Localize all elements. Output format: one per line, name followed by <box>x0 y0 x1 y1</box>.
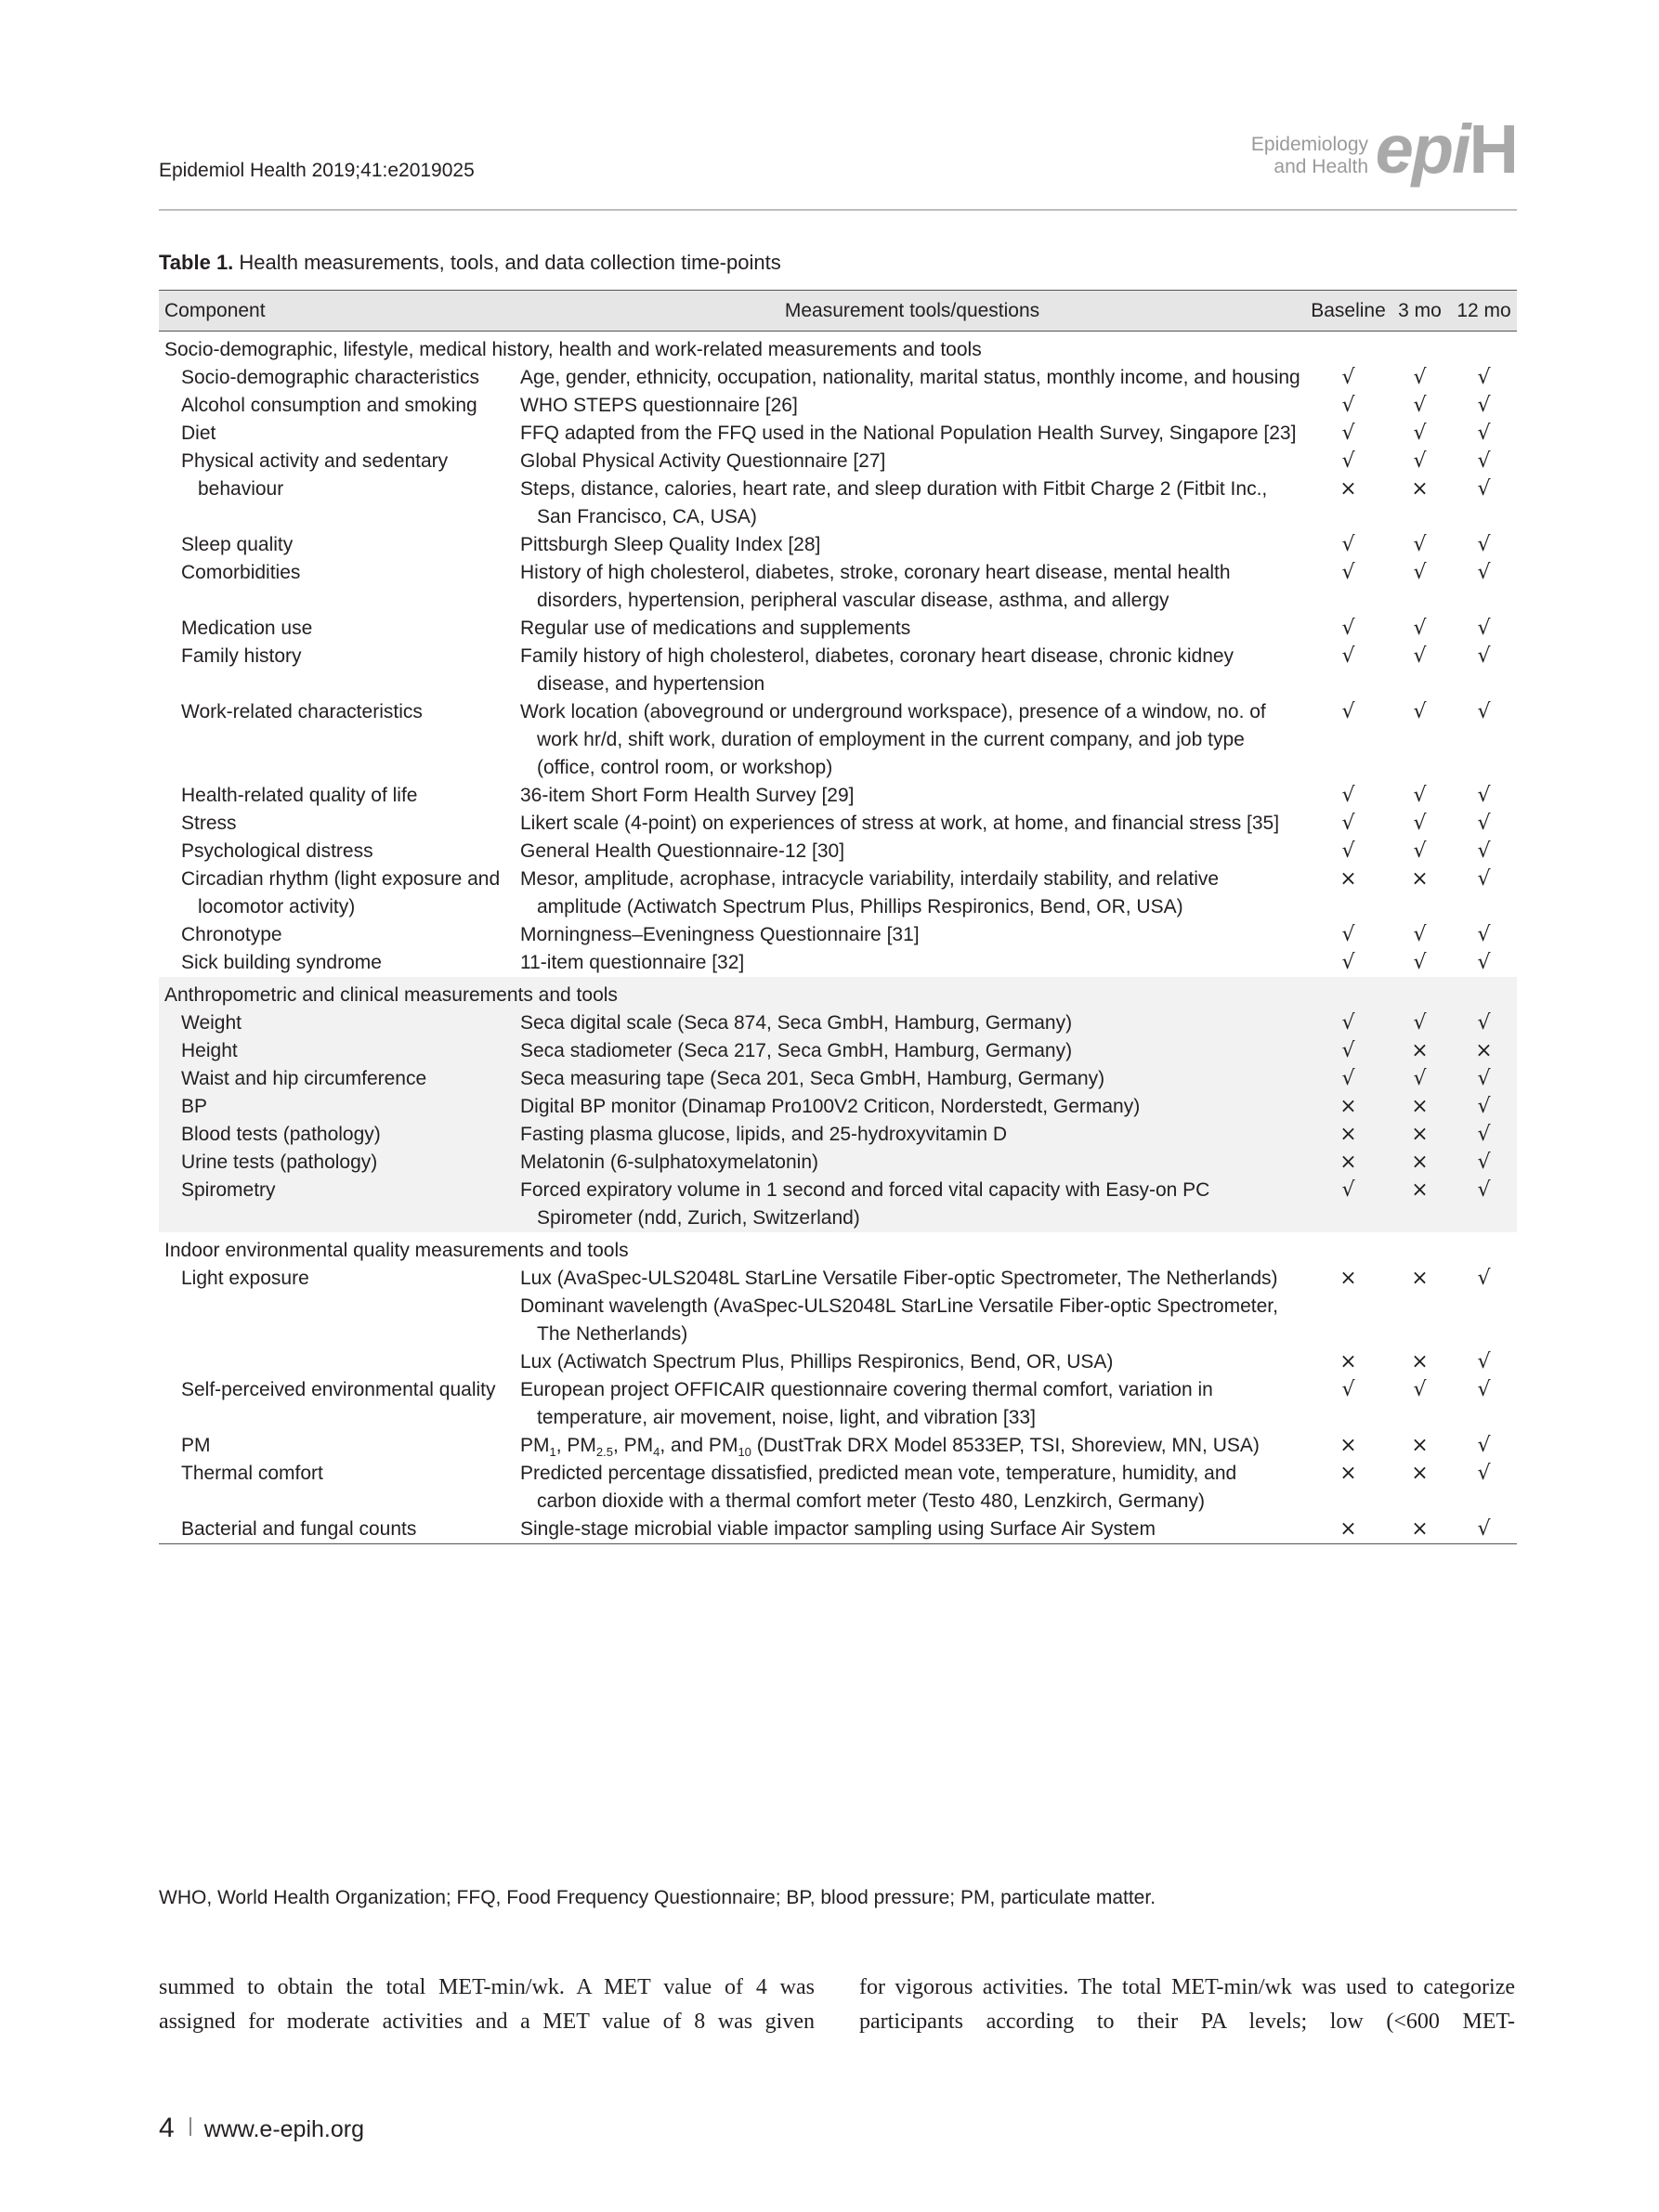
component-text: Circadian rhythm (light exposure and locomotor activity) <box>181 868 501 917</box>
tool-text: Family history of high cholesterol, diabetes, coronary heart disease, chronic kidney disease, and hypertension <box>520 645 1234 695</box>
logo-line-1: Epidemiology <box>1250 134 1368 155</box>
baseline-mark: √ <box>1341 1011 1355 1034</box>
baseline-mark: √ <box>1341 951 1355 974</box>
month12-mark: √ <box>1477 1378 1491 1401</box>
tool-cell <box>516 1293 1308 1348</box>
component-text: Light exposure <box>181 1268 309 1289</box>
component-cell <box>159 448 516 531</box>
month12-mark: √ <box>1477 1517 1491 1541</box>
table-row <box>159 559 1517 615</box>
tool-text: WHO STEPS questionnaire [26] <box>520 395 798 416</box>
component-text: PM <box>181 1435 211 1456</box>
tool-text: Seca digital scale (Seca 874, Seca GmbH, Hamburg, Germany) <box>520 1012 1073 1034</box>
component-cell <box>159 1376 516 1432</box>
month3-mark: √ <box>1413 951 1427 974</box>
component-text: Diet <box>181 423 216 444</box>
month3-mark: √ <box>1413 394 1427 417</box>
component-cell <box>159 1037 516 1065</box>
tool-cell <box>516 1432 1308 1460</box>
table-caption-label: Table 1. <box>159 251 234 274</box>
month12-mark: √ <box>1477 700 1491 723</box>
baseline-mark: √ <box>1341 366 1355 389</box>
month3-mark: × <box>1411 1095 1429 1118</box>
tool-text <box>520 1432 1300 1460</box>
table-row <box>159 1065 1517 1093</box>
tool-text: Mesor, amplitude, acrophase, intracycle variability, interdaily stability, and relative amplitude (Actiwatch Spectrum Plus, Phillips Respironics, Bend, OR, USA) <box>520 868 1220 917</box>
month12-mark: √ <box>1477 1350 1491 1373</box>
month3-mark: √ <box>1413 1378 1427 1401</box>
month3-mark: √ <box>1413 366 1427 389</box>
tool-text-part: (DustTrak DRX Model 8533EP, TSI, Shoreview, MN, USA) <box>751 1435 1260 1456</box>
month12-mark: √ <box>1477 561 1491 584</box>
tool-text: 36-item Short Form Health Survey [29] <box>520 785 855 806</box>
tool-text: European project OFFICAIR questionnaire covering thermal comfort, variation in temperature, air movement, noise, light, and vibration [33] <box>520 1379 1213 1428</box>
month12-mark: √ <box>1477 366 1491 389</box>
baseline-mark: × <box>1339 1350 1357 1373</box>
month12-mark: √ <box>1477 422 1491 445</box>
table-caption-text: Health measurements, tools, and data collection time-points <box>233 251 781 274</box>
component-text: Work-related characteristics <box>181 701 423 722</box>
table-row <box>159 615 1517 643</box>
month3-mark: × <box>1411 1151 1429 1174</box>
tool-text-part: PM <box>520 1435 550 1456</box>
component-cell <box>159 1009 516 1037</box>
month12-mark: √ <box>1477 1267 1491 1290</box>
tool-cell <box>516 810 1308 838</box>
month3-mark: × <box>1411 1517 1429 1541</box>
component-cell <box>159 1177 516 1232</box>
component-cell <box>159 1121 516 1149</box>
component-text: Socio-demographic characteristics <box>181 367 479 388</box>
month12-mark: √ <box>1477 449 1491 473</box>
pm-subscript: 2.5 <box>595 1445 613 1460</box>
body-text-right-column: for vigorous activities. The total MET-min/wk was used to categorize participants according to their PA levels; low (<600 MET- <box>859 1975 1515 2034</box>
component-cell <box>159 1093 516 1121</box>
tool-cell <box>516 1009 1308 1037</box>
month12-mark: √ <box>1477 951 1491 974</box>
baseline-mark: √ <box>1341 784 1355 807</box>
component-text: Thermal comfort <box>181 1463 323 1484</box>
month12-mark: √ <box>1477 1434 1491 1457</box>
header-baseline: Baseline <box>1311 299 1386 321</box>
tool-text: Work location (aboveground or underground workspace), presence of a window, no. of work hr/d, shift work, duration of employment in the current company, and job type (office, control room, or workshop) <box>520 701 1266 778</box>
baseline-mark: × <box>1339 1267 1357 1290</box>
tool-cell <box>516 921 1308 949</box>
tool-cell <box>516 1093 1308 1121</box>
tool-text: General Health Questionnaire-12 [30] <box>520 840 845 862</box>
header-3mo: 3 mo <box>1398 299 1442 321</box>
component-text: Sick building syndrome <box>181 952 382 973</box>
month3-mark: √ <box>1413 561 1427 584</box>
section-heading: Anthropometric and clinical measurements and tools <box>164 984 618 1006</box>
baseline-mark: √ <box>1341 422 1355 445</box>
component-cell <box>159 615 516 643</box>
tool-cell <box>516 420 1308 448</box>
baseline-mark: √ <box>1341 533 1355 556</box>
tool-text: 11-item questionnaire [32] <box>520 952 745 973</box>
table-row <box>159 698 1517 782</box>
tool-text: Pittsburgh Sleep Quality Index [28] <box>520 534 821 555</box>
month12-mark: √ <box>1477 617 1491 640</box>
month3-mark: √ <box>1413 644 1427 668</box>
month12-mark: √ <box>1477 923 1491 946</box>
section-heading: Socio-demographic, lifestyle, medical history, health and work-related measurements and tools <box>164 339 982 360</box>
logo-mark-upright: H <box>1469 111 1517 188</box>
month3-mark: √ <box>1413 923 1427 946</box>
component-cell <box>159 559 516 615</box>
component-cell <box>159 1516 516 1544</box>
tool-cell <box>516 1460 1308 1516</box>
table-caption <box>159 251 781 275</box>
table-row <box>159 838 1517 865</box>
tool-cell <box>516 392 1308 420</box>
table-row <box>159 420 1517 448</box>
baseline-mark: √ <box>1341 839 1355 863</box>
tool-text: Seca stadiometer (Seca 217, Seca GmbH, Hamburg, Germany) <box>520 1040 1073 1061</box>
baseline-mark: × <box>1339 1123 1357 1146</box>
table-row <box>159 1009 1517 1037</box>
month3-mark: √ <box>1413 422 1427 445</box>
baseline-mark: √ <box>1341 1178 1355 1202</box>
table-row <box>159 1432 1517 1460</box>
month3-mark: × <box>1411 1178 1429 1202</box>
month3-mark: √ <box>1413 1011 1427 1034</box>
table-row <box>159 1037 1517 1065</box>
tool-cell <box>516 1265 1308 1293</box>
component-text: Weight <box>181 1012 242 1034</box>
tool-cell <box>516 364 1308 392</box>
table-row <box>159 1265 1517 1293</box>
component-text: Self-perceived environmental quality <box>181 1379 496 1400</box>
table-row <box>159 921 1517 949</box>
tool-cell <box>516 698 1308 782</box>
component-cell <box>159 364 516 392</box>
month12-mark: √ <box>1477 1151 1491 1174</box>
month12-mark: √ <box>1477 533 1491 556</box>
component-text: Sleep quality <box>181 534 294 555</box>
component-text: Chronotype <box>181 924 282 945</box>
component-cell <box>159 1265 516 1376</box>
component-cell <box>159 698 516 782</box>
table-row <box>159 1093 1517 1121</box>
month3-mark: √ <box>1413 617 1427 640</box>
component-cell <box>159 643 516 698</box>
table-container <box>159 290 1517 1544</box>
header-tools: Measurement tools/questions <box>784 299 1040 321</box>
tool-cell <box>516 559 1308 615</box>
tool-text: Fasting plasma glucose, lipids, and 25-hydroxyvitamin D <box>520 1124 1008 1145</box>
baseline-mark: √ <box>1341 1067 1355 1090</box>
measurements-table <box>159 290 1517 1544</box>
table-row <box>159 1177 1517 1232</box>
tool-cell <box>516 448 1308 475</box>
section-heading-row <box>159 1232 1517 1265</box>
table-row <box>159 364 1517 392</box>
baseline-mark: √ <box>1341 1378 1355 1401</box>
table-section <box>159 1232 1517 1544</box>
table-row <box>159 865 1517 921</box>
month12-mark: √ <box>1477 867 1491 891</box>
component-cell <box>159 865 516 921</box>
month12-mark: √ <box>1477 812 1491 835</box>
table-row <box>159 1121 1517 1149</box>
component-text: Blood tests (pathology) <box>181 1124 381 1145</box>
section-heading: Indoor environmental quality measurements and tools <box>164 1240 629 1261</box>
section-heading-row <box>159 332 1517 365</box>
month3-mark: √ <box>1413 700 1427 723</box>
month12-mark: √ <box>1477 394 1491 417</box>
table-row <box>159 949 1517 977</box>
month12-mark: √ <box>1477 1178 1491 1202</box>
component-cell <box>159 420 516 448</box>
month3-mark: × <box>1411 1350 1429 1373</box>
component-cell <box>159 1432 516 1460</box>
table-row <box>159 810 1517 838</box>
tool-text-part: , PM <box>612 1435 654 1456</box>
month12-mark: √ <box>1477 644 1491 668</box>
tool-text: Forced expiratory volume in 1 second and forced vital capacity with Easy-on PC Spirometer (ndd, Zurich, Switzerland) <box>520 1179 1210 1229</box>
month3-mark: × <box>1411 1123 1429 1146</box>
tool-text: Seca measuring tape (Seca 201, Seca GmbH, Hamburg, Germany) <box>520 1068 1105 1089</box>
table-row <box>159 1460 1517 1516</box>
table-row <box>159 531 1517 559</box>
footer-website: www.e-epih.org <box>203 2116 364 2142</box>
component-text: Waist and hip circumference <box>181 1068 427 1089</box>
baseline-mark: × <box>1339 1517 1357 1541</box>
tool-cell <box>516 1037 1308 1065</box>
page-footer <box>159 2113 364 2144</box>
tool-text: Regular use of medications and supplements <box>520 618 911 639</box>
tool-text: Single-stage microbial viable impactor sampling using Surface Air System <box>520 1518 1156 1540</box>
tool-cell <box>516 1177 1308 1232</box>
baseline-mark: × <box>1339 1434 1357 1457</box>
component-cell <box>159 1065 516 1093</box>
component-text: Comorbidities <box>181 562 301 583</box>
baseline-mark: √ <box>1341 812 1355 835</box>
body-text-left-column: summed to obtain the total MET-min/wk. A MET value of 4 was assigned for moderate activities and a MET value of 8 was given <box>159 1975 815 2034</box>
tool-text-part: , and PM <box>660 1435 738 1456</box>
component-cell <box>159 1460 516 1516</box>
baseline-mark: × <box>1339 1462 1357 1485</box>
baseline-mark: × <box>1339 477 1357 501</box>
component-text: Alcohol consumption and smoking <box>181 395 477 416</box>
table-header-row <box>159 291 1517 332</box>
tool-cell <box>516 1376 1308 1432</box>
header-12mo: 12 mo <box>1457 299 1511 321</box>
component-cell <box>159 921 516 949</box>
tool-cell <box>516 475 1308 531</box>
page-number: 4 <box>159 2113 175 2143</box>
baseline-mark: √ <box>1341 700 1355 723</box>
month3-mark: × <box>1411 1462 1429 1485</box>
component-text: Medication use <box>181 618 313 639</box>
month12-mark: × <box>1475 1039 1493 1062</box>
tool-cell <box>516 643 1308 698</box>
baseline-mark: √ <box>1341 923 1355 946</box>
baseline-mark: × <box>1339 1151 1357 1174</box>
tool-cell <box>516 615 1308 643</box>
baseline-mark: √ <box>1341 561 1355 584</box>
month3-mark: × <box>1411 1434 1429 1457</box>
tool-text: Global Physical Activity Questionnaire [27] <box>520 450 886 472</box>
month3-mark: × <box>1411 867 1429 891</box>
tool-cell <box>516 865 1308 921</box>
table-row <box>159 392 1517 420</box>
month12-mark: √ <box>1477 784 1491 807</box>
tool-cell <box>516 1065 1308 1093</box>
table-footnote: WHO, World Health Organization; FFQ, Food Frequency Questionnaire; BP, blood pressure; PM, particulate matter. <box>159 1887 1156 1908</box>
tool-text: Dominant wavelength (AvaSpec-ULS2048L StarLine Versatile Fiber-optic Spectrometer, The Netherlands) <box>520 1295 1278 1345</box>
tool-cell <box>516 838 1308 865</box>
table-row <box>159 643 1517 698</box>
month3-mark: √ <box>1413 839 1427 863</box>
component-cell <box>159 1149 516 1177</box>
pm-subscript: 1 <box>549 1445 556 1460</box>
tool-text: Lux (AvaSpec-ULS2048L StarLine Versatile Fiber-optic Spectrometer, The Netherlands) <box>520 1268 1278 1289</box>
month3-mark: √ <box>1413 784 1427 807</box>
tool-text: FFQ adapted from the FFQ used in the National Population Health Survey, Singapore [23] <box>520 423 1297 444</box>
component-text: Physical activity and sedentary behaviour <box>181 450 449 500</box>
table-section <box>159 977 1517 1232</box>
tool-cell <box>516 949 1308 977</box>
baseline-mark: × <box>1339 1095 1357 1118</box>
pm-subscript: 10 <box>738 1445 751 1460</box>
component-text: Stress <box>181 813 237 834</box>
table-row <box>159 782 1517 810</box>
month3-mark: √ <box>1413 533 1427 556</box>
component-cell <box>159 531 516 559</box>
tool-text: Melatonin (6-sulphatoxymelatonin) <box>520 1152 818 1173</box>
baseline-mark: √ <box>1341 644 1355 668</box>
baseline-mark: √ <box>1341 449 1355 473</box>
component-text: Bacterial and fungal counts <box>181 1518 417 1540</box>
tool-text: Digital BP monitor (Dinamap Pro100V2 Criticon, Norderstedt, Germany) <box>520 1096 1141 1117</box>
logo-mark-italic: epi <box>1375 111 1470 188</box>
pm-subscript: 4 <box>653 1445 660 1460</box>
tool-text: Predicted percentage dissatisfied, predicted mean vote, temperature, humidity, and carbon dioxide with a thermal comfort meter (Testo 480, Lenzkirch, Germany) <box>520 1463 1237 1512</box>
tool-text-part: , PM <box>555 1435 596 1456</box>
component-cell <box>159 392 516 420</box>
logo-words <box>1251 134 1368 178</box>
component-cell <box>159 810 516 838</box>
baseline-mark: √ <box>1341 394 1355 417</box>
table-row <box>159 1376 1517 1432</box>
baseline-mark <box>1308 1293 1389 1348</box>
journal-reference: Epidemiol Health 2019;41:e2019025 <box>159 160 475 181</box>
component-text: Psychological distress <box>181 840 373 862</box>
tool-cell <box>516 1149 1308 1177</box>
component-cell <box>159 838 516 865</box>
table-row <box>159 448 1517 475</box>
tool-text: Age, gender, ethnicity, occupation, nationality, marital status, monthly income, and housing <box>520 367 1300 388</box>
month3-mark: √ <box>1413 449 1427 473</box>
tool-text: Morningness–Eveningness Questionnaire [31] <box>520 924 920 945</box>
month12-mark: √ <box>1477 1123 1491 1146</box>
component-text: Spirometry <box>181 1179 276 1201</box>
section-heading-row <box>159 977 1517 1009</box>
tool-text: Steps, distance, calories, heart rate, and sleep duration with Fitbit Charge 2 (Fitbit Inc., San Francisco, CA, USA) <box>520 478 1268 527</box>
component-text: Health-related quality of life <box>181 785 418 806</box>
baseline-mark: × <box>1339 867 1357 891</box>
component-cell <box>159 782 516 810</box>
month12-mark: √ <box>1477 1011 1491 1034</box>
component-text: BP <box>181 1096 208 1117</box>
component-text: Height <box>181 1040 238 1061</box>
month12-mark <box>1451 1293 1517 1348</box>
baseline-mark: √ <box>1341 1039 1355 1062</box>
tool-cell <box>516 1121 1308 1149</box>
tool-cell <box>516 1348 1308 1376</box>
page-header <box>159 111 1517 211</box>
table-row <box>159 1149 1517 1177</box>
tool-text: History of high cholesterol, diabetes, stroke, coronary heart disease, mental health disorders, hypertension, peripheral vascular disease, asthma, and allergy <box>520 562 1231 611</box>
baseline-mark: √ <box>1341 617 1355 640</box>
month12-mark: √ <box>1477 1067 1491 1090</box>
month3-mark: × <box>1411 1039 1429 1062</box>
table-section <box>159 332 1517 978</box>
component-text: Family history <box>181 645 302 667</box>
footer-separator <box>189 2117 191 2136</box>
month3-mark: √ <box>1413 1067 1427 1090</box>
tool-cell <box>516 1516 1308 1544</box>
header-component: Component <box>164 299 266 321</box>
logo-line-2: and Health <box>1274 156 1368 177</box>
component-cell <box>159 949 516 977</box>
month3-mark: × <box>1411 1267 1429 1290</box>
component-text: Urine tests (pathology) <box>181 1152 378 1173</box>
month12-mark: √ <box>1477 1095 1491 1118</box>
logo-mark <box>1376 110 1517 189</box>
month12-mark: √ <box>1477 477 1491 501</box>
tool-cell <box>516 782 1308 810</box>
month3-mark: × <box>1411 477 1429 501</box>
tool-text: Lux (Actiwatch Spectrum Plus, Phillips Respironics, Bend, OR, USA) <box>520 1351 1114 1373</box>
month12-mark: √ <box>1477 839 1491 863</box>
month3-mark <box>1389 1293 1451 1348</box>
tool-cell <box>516 531 1308 559</box>
tool-text: Likert scale (4-point) on experiences of stress at work, at home, and financial stress [35] <box>520 813 1280 834</box>
month3-mark: √ <box>1413 812 1427 835</box>
month12-mark: √ <box>1477 1462 1491 1485</box>
table-row <box>159 1516 1517 1544</box>
